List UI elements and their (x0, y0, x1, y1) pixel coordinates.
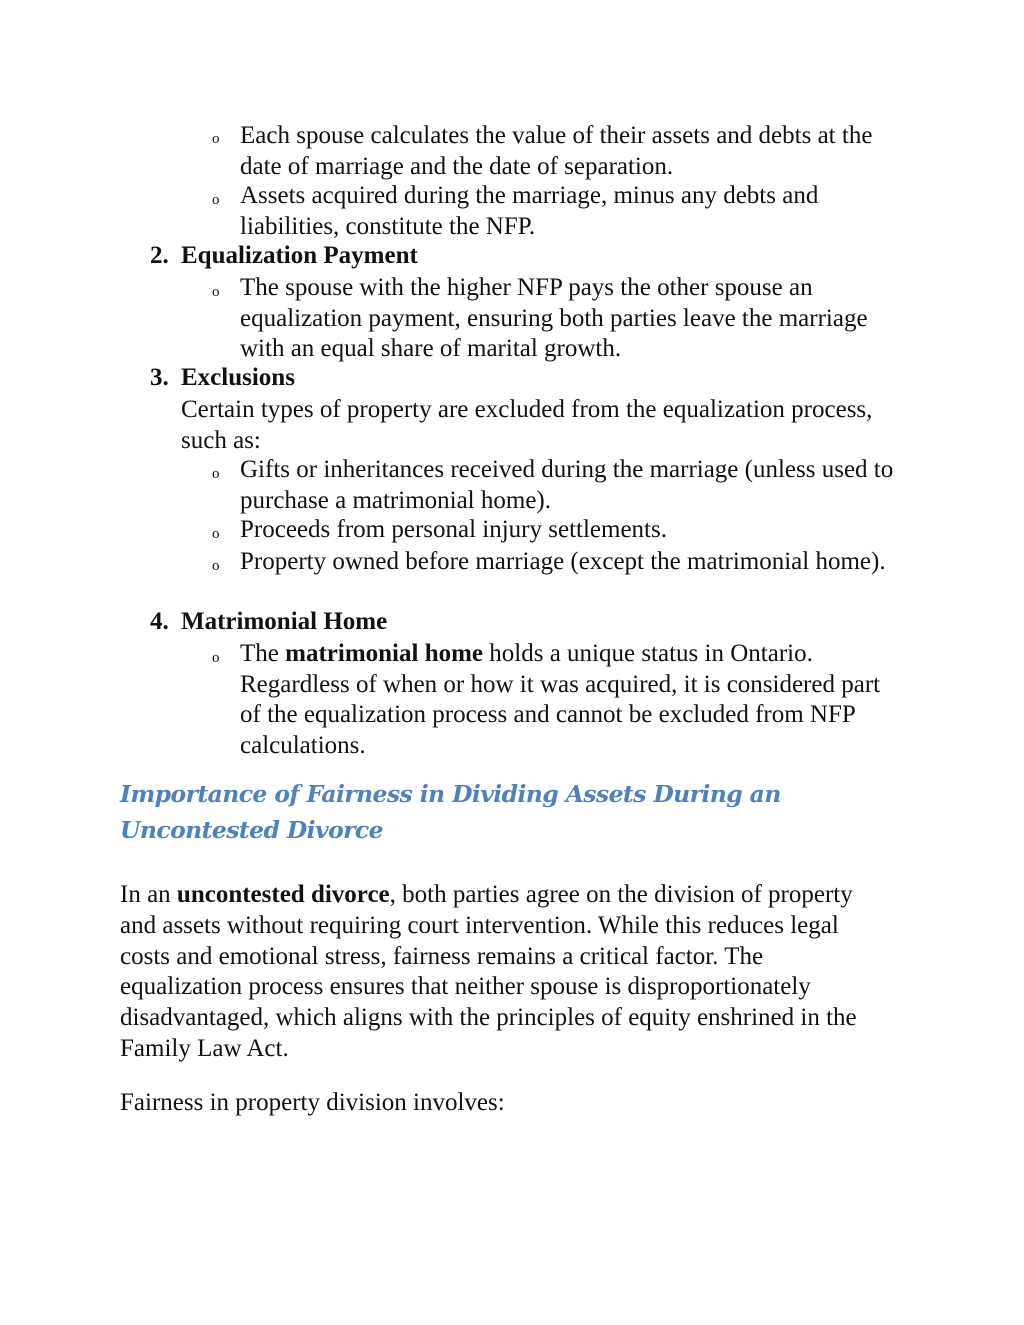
section-heading: Importance of Fairness in Dividing Assets During an Uncontested Divorce (120, 780, 781, 844)
list-heading: Matrimonial Home (181, 608, 388, 635)
text-run: holds a unique status in Ontario. Regardless of when or how it was acquired, it is considered part of the equalization process and cannot be excluded from NFP calculations. (240, 640, 881, 759)
list-bullet-marker: o (212, 558, 220, 574)
text-run: The (240, 640, 286, 667)
list-item: Assets acquired during the marriage, minus any debts and liabilities, constitute the NFP. (240, 182, 819, 240)
list-item (240, 639, 900, 761)
list-bullet-marker: o (212, 466, 220, 482)
list-item: Gifts or inheritances received during the marriage (unless used to purchase a matrimonial home). (240, 456, 894, 514)
list-item: Each spouse calculates the value of their assets and debts at the date of marriage and the date of separation. (240, 122, 873, 180)
list-number: 2. (150, 242, 169, 269)
list-bullet-marker: o (212, 192, 220, 208)
text-run: , both parties agree on the division of property and assets without requiring court intervention. While this reduces legal costs and emotional stress, fairness remains a critical factor. The equalization process ensures that neither spouse is disproportionately disadvantaged, which aligns with the principles of equity enshrined in the Family Law Act. (120, 881, 857, 1062)
list-bullet-marker: o (212, 526, 220, 542)
body-paragraph (120, 880, 880, 1065)
list-item: The spouse with the higher NFP pays the other spouse an equalization payment, ensuring both parties leave the marriage with an equal share of marital growth. (240, 274, 868, 362)
body-paragraph: Fairness in property division involves: (120, 1089, 505, 1116)
bold-term: uncontested divorce (176, 881, 390, 908)
bold-term: matrimonial home (285, 640, 484, 667)
list-number: 4. (150, 608, 169, 635)
list-heading: Equalization Payment (181, 242, 418, 269)
list-intro-text: Certain types of property are excluded from the equalization process, such as: (181, 396, 873, 454)
list-item: Proceeds from personal injury settlements. (240, 516, 667, 543)
list-bullet-marker: o (212, 131, 220, 147)
list-bullet-marker: o (212, 650, 220, 666)
list-heading: Exclusions (181, 364, 295, 391)
list-number: 3. (150, 364, 169, 391)
text-run: In an (120, 881, 177, 908)
list-item: Property owned before marriage (except the matrimonial home). (240, 548, 886, 575)
list-bullet-marker: o (212, 284, 220, 300)
